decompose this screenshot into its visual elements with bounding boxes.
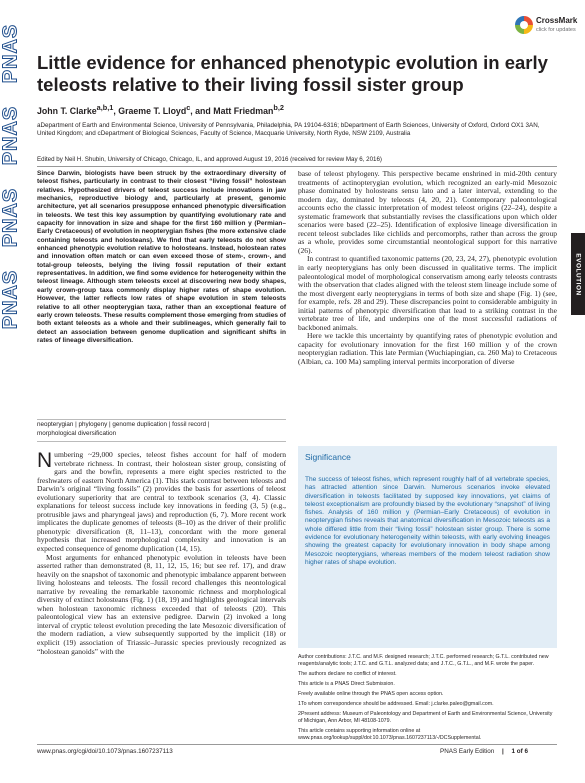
drop-cap: N: [37, 449, 53, 472]
crossmark-badge[interactable]: [515, 16, 577, 34]
keywords-divider: [37, 419, 286, 420]
author-name[interactable]: Matt Friedman: [213, 105, 274, 116]
author-name[interactable]: Graeme T. Lloyd: [118, 105, 187, 116]
body-paragraph: Here we tackle this uncertainty by quantifying rates of phenotypic evolution and capacity for evolutionary innovation for the first 160 million y of the crown neopterygian radiation. This late Permian (Wuchiapingian, ca. 260 Ma) to Cretaceous (Albian, ca. 100 Ma) sampling interval permits incorporation of diverse: [298, 331, 557, 367]
edited-by: Edited by Neil H. Shubin, University of Chicago, Chicago, IL, and approved August 19, 2016 (received for review May 6, 2016): [37, 156, 382, 163]
author-name[interactable]: John T. Clarke: [37, 105, 97, 116]
journal-edition: PNAS Early Edition: [440, 748, 495, 755]
footnote: The authors declare no conflict of interest.: [298, 671, 397, 677]
pnas-banner-word: PNAS: [0, 187, 22, 247]
body-paragraph: Numbering ~29,000 species, teleost fishes account for half of modern vertebrate richness. In contrast, their holostean sister group, consisting of gars and the bowfin, represents a mere eight species restricted to the freshwaters of eastern North America (1). This stark contrast between teleosts and Darwin’s original “living fossils” (2) provides the basis for assertions of teleost evolutionary superiority that are central to textbook scenarios (3, 4). Classic explanations for teleost success include key innovations in feeding (3, 5) (e.g., protrusible jaws and pharyngeal jaws) and reproduction (6, 7). More recent work implicates the duplicate genomes of teleosts (8–10) as the driver of their prolific phenotypic diversification (8, 11–13), concordant with the more general hypothesis that increased morphological complexity and innovation is an expected consequence of genome duplication (14, 15).: [37, 449, 286, 554]
footnote: Freely available online through the PNAS open access option.: [298, 691, 444, 697]
pnas-banner-word: PNAS: [0, 269, 22, 329]
body-column-right: [298, 170, 557, 367]
body-paragraph: base of teleost phylogeny. This perspective became enshrined in mid-20th century treatments of actinopterygian evolution, which recognized an early-mid Mesozoic phase dominated by holosteans sensu lato and a later interval, extending to the modern day, dominated by teleosts (4, 20, 21). Contemporary paleontological accounts echo the classic interpretation of modest teleost origins (22–24), despite a systematic framework that substantially revises the classifications upon which older scenarios were based (22–25). Identification of explosive lineage diversification in recent teleost subclades like cichlids and percomorphs, rather than across the group as a whole, provides some circumstantial neontological support for this narrative (26).: [298, 169, 557, 255]
page-footer-right: PNAS Early Edition | 1 of 6: [440, 748, 528, 755]
doi-link[interactable]: www.pnas.org/cgi/doi/10.1073/pnas.1607237113: [37, 748, 173, 755]
footnote: This article contains supporting information online at www.pnas.org/lookup/suppl/doi:10.1073/pnas.1607237113/-/DCSupplemental.: [298, 728, 482, 741]
significance-box: [298, 446, 557, 648]
section-tab: EVOLUTION: [571, 233, 585, 315]
affiliations: aDepartment of Earth and Environmental Science, University of Pennsylvania, Philadelphia, PA 19104-6316; bDepartment of Earth Sciences, University of Oxford, Oxford OX1 3AN, United Kingdom; and cDepartment of Biological Sciences, Faculty of Science, Macquarie University, North Ryde, NSW 2109, Australia: [37, 122, 540, 137]
pnas-banner-word: PNAS: [0, 105, 22, 165]
author-list: John T. Clarke$^{a,b,1}$, Graeme T. Lloyd$^c$, and Matt Friedman$^{b,2}$: [37, 103, 284, 116]
crossmark-icon: [515, 16, 533, 34]
body-paragraph: In contrast to quantified taxonomic patterns (20, 23, 24, 27), phenotypic evolution in early neopterygians has only been discussed in qualitative terms. The implicit paleontological model of morphological conservatism among early teleosts contrasts with the observation that clades aligned with the teleost stem lineage include some of the most divergent early neopterygians in terms of both size and shape (Fig. 1) (see, for example, refs. 28 and 29). These discrepancies point to considerable ambiguity in initial patterns of phenotypic diversification that lead to a striking contrast in the vertebrate tree of life, and underpins one of the most successful radiations of backboned animals.: [298, 254, 557, 332]
footnote: 2Present address: Museum of Paleontology and Department of Earth and Environmental Science, University of Michigan, Ann Arbor, MI 48108-1079.: [298, 711, 553, 724]
significance-text: The success of teleost fishes, which represent roughly half of all vertebrate species, has attracted attention since Darwin. Numerous scenarios invoke elevated diversification in teleosts facilitated by supposed key innovations, yet claims of teleost exceptionalism are profoundly biased by the evolutionary “snapshot” of living fishes. Analysis of 160 million y (Permian–Early Cretaceous) of evolution in neopterygian fishes reveals that anatomical diversification in Mesozoic teleosts as a whole differed little from their “living fossil” holostean sister group. There is some evidence for evolutionary heterogeneity within teleosts, with early evolving lineages showing the greatest capacity for evolutionary innovation in body shape among Mesozoic neopterygians, whereas members of the modern teleost radiation show higher rates of shape evolution.: [305, 476, 550, 566]
author-affiliation-mark: c: [186, 103, 191, 112]
keywords-line: neopterygian | phylogeny | genome duplication | fossil record |: [37, 421, 210, 428]
body-paragraph: Most arguments for enhanced phenotypic evolution in teleosts have been asserted rather than demonstrated (8, 11, 12, 15, 16; but see ref. 17), and draw heavily on the snapshot of taxonomic and phenotypic imbalance apparent between living holosteans and teleosts. The fossil record challenges this neontological narrative by revealing the remarkable taxonomic richness and morphological diversity of extinct holosteans (Fig. 1) (18, 19) and highlights geological intervals when holostean taxonomic richness exceeded that of teleosts (20). This paleontological view has an extensive pedigree. Darwin (2) invoked a long interval of cryptic teleost evolution preceding the late Mesozoic diversification of the modern radiation, a view subsequently supported by the implicit (18) or explicit (19) association of Triassic–Jurassic species previously recognized as “holostean ganoids” with the: [37, 552, 286, 656]
pnas-banner-word: PNAS: [0, 23, 22, 83]
keywords: [37, 421, 286, 438]
footnote: This article is a PNAS Direct Submission.: [298, 681, 395, 687]
author-affiliation-mark: a,b,1: [96, 103, 114, 112]
keywords-divider: [37, 441, 286, 442]
crossmark-subtitle: click for updates: [536, 26, 576, 33]
footnotes: [298, 654, 557, 745]
author-affiliation-mark: b,2: [273, 103, 284, 112]
page-number: 1 of 6: [511, 748, 528, 755]
crossmark-label: CrossMark: [536, 15, 578, 25]
body-column-left: [37, 451, 286, 656]
significance-title: Significance: [305, 452, 351, 462]
footer-divider: [37, 744, 557, 745]
footnote: 1To whom correspondence should be addressed. Email: j.clarke.paleo@gmail.com.: [298, 701, 494, 707]
abstract: Since Darwin, biologists have been struck by the extraordinary diversity of teleost fishes, particularly in contrast to their closest “living fossil” holostean relatives. Hypothesized drivers of teleost success include innovations in jaw mechanics, reproductive biology and, particularly at present, genomic architecture, yet all scenarios presuppose enhanced phenotypic diversification in teleosts. We test this key assumption by quantifying evolutionary rate and capacity for innovation in size and shape for the first 160 million y (Permian–Early Cretaceous) of evolution in neopterygian fishes (the more extensive clade containing teleosts and holosteans). We find that early teleosts do not show enhanced phenotypic evolution relative to holosteans. Instead, holostean rates and innovation often match or can even exceed those of stem-, crown-, and total-group teleosts, belying the living fossil reputation of their extant representatives. In addition, we find some evidence for heterogeneity within the teleost lineage. Although stem teleosts excel at discovering new body shapes, early crown-group taxa commonly display higher rates of shape evolution. However, the latter reflects low rates of shape evolution in stem teleosts relative to all other neopterygian taxa, rather than an exceptional feature of early crown teleosts. These results complement those emerging from studies of both extant teleosts as a whole and their sublineages, which generally fail to detect an association between genome duplication and significant shifts in rates of lineage diversification.: [37, 170, 286, 344]
keywords-line: morphological diversification: [37, 429, 117, 437]
article-title: Little evidence for enhanced phenotypic evolution in early teleosts relative to their living fossil sister group: [37, 52, 548, 95]
footnote: Author contributions: J.T.C. and M.F. designed research; J.T.C. performed research; G.T.L. contributed new reagents/analytic tools; J.T.C. and G.T.L. analyzed data; and J.T.C., G.T.L., and M.F. wrote the paper.: [298, 654, 549, 667]
pnas-banner: [0, 0, 22, 330]
header-divider: [37, 166, 557, 167]
